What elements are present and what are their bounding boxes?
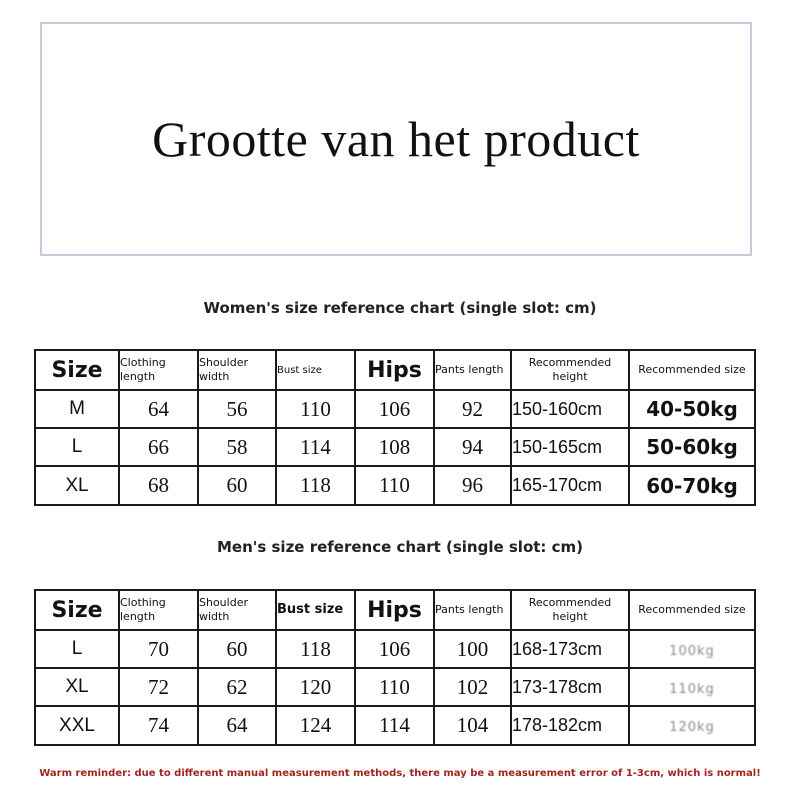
header-hips: Hips <box>355 590 434 630</box>
cell-shoulder-width: 64 <box>198 706 276 745</box>
table-row <box>35 668 755 706</box>
header-recommended-size: Recommended size <box>629 590 755 630</box>
cell-shoulder-width: 58 <box>198 428 276 466</box>
header-shoulder-width: Shoulder width <box>198 590 276 630</box>
cell-hips: 108 <box>355 428 434 466</box>
table-row <box>35 706 755 745</box>
cell-clothing-length: 70 <box>119 630 198 668</box>
header-clothing-length: Clothing length <box>119 590 198 630</box>
cell-bust-size: 118 <box>276 466 355 505</box>
cell-hips: 110 <box>355 466 434 505</box>
cell-recommended-size: 50-60kg <box>629 428 755 466</box>
cell-bust-size: 118 <box>276 630 355 668</box>
measurement-note: Warm reminder: due to different manual measurement methods, there may be a measurement error of 1-3cm, which is normal! <box>39 768 761 779</box>
header-recommended-height: Recommended height <box>511 350 629 390</box>
cell-bust-size: 110 <box>276 390 355 428</box>
cell-pants-length: 92 <box>434 390 511 428</box>
men-chart-caption: Men's size reference chart (single slot: cm) <box>216 538 584 556</box>
header-hips: Hips <box>355 350 434 390</box>
cell-pants-length: 94 <box>434 428 511 466</box>
cell-hips: 110 <box>355 668 434 706</box>
header-recommended-height: Recommended height <box>511 590 629 630</box>
cell-recommended-height: 173-178cm <box>511 668 629 706</box>
header-size: Size <box>35 350 119 390</box>
cell-size: XL <box>35 466 119 505</box>
cell-recommended-height: 150-160cm <box>511 390 629 428</box>
cell-size: XXL <box>35 706 119 745</box>
blurred-weight: 110kg <box>669 681 715 697</box>
cell-shoulder-width: 60 <box>198 466 276 505</box>
page-title: Grootte van het product <box>152 111 640 167</box>
cell-bust-size: 124 <box>276 706 355 745</box>
cell-recommended-height: 168-173cm <box>511 630 629 668</box>
cell-clothing-length: 72 <box>119 668 198 706</box>
header-bust-size: Bust size <box>276 350 355 390</box>
cell-hips: 106 <box>355 390 434 428</box>
cell-recommended-height: 178-182cm <box>511 706 629 745</box>
cell-recommended-height: 150-165cm <box>511 428 629 466</box>
table-row <box>35 630 755 668</box>
cell-pants-length: 96 <box>434 466 511 505</box>
cell-bust-size: 114 <box>276 428 355 466</box>
cell-size: XL <box>35 668 119 706</box>
cell-shoulder-width: 62 <box>198 668 276 706</box>
cell-pants-length: 102 <box>434 668 511 706</box>
header-shoulder-width: Shoulder width <box>198 350 276 390</box>
table-header-row <box>35 350 755 390</box>
cell-shoulder-width: 56 <box>198 390 276 428</box>
header-size: Size <box>35 590 119 630</box>
cell-pants-length: 100 <box>434 630 511 668</box>
cell-recommended-size <box>629 668 755 706</box>
cell-recommended-size <box>629 706 755 745</box>
cell-bust-size: 120 <box>276 668 355 706</box>
table-row <box>35 428 755 466</box>
cell-clothing-length: 66 <box>119 428 198 466</box>
header-clothing-length: Clothing length <box>119 350 198 390</box>
header-recommended-size: Recommended size <box>629 350 755 390</box>
header-bust-size: Bust size <box>276 590 355 630</box>
cell-recommended-size: 40-50kg <box>629 390 755 428</box>
cell-hips: 114 <box>355 706 434 745</box>
cell-clothing-length: 74 <box>119 706 198 745</box>
table-row <box>35 390 755 428</box>
cell-size: L <box>35 428 119 466</box>
cell-recommended-height: 165-170cm <box>511 466 629 505</box>
table-header-row <box>35 590 755 630</box>
cell-pants-length: 104 <box>434 706 511 745</box>
table-row <box>35 466 755 505</box>
header-pants-length: Pants length <box>434 590 511 630</box>
title-banner <box>40 22 752 256</box>
women-size-table <box>34 349 756 506</box>
cell-hips: 106 <box>355 630 434 668</box>
cell-recommended-size: 60-70kg <box>629 466 755 505</box>
cell-size: M <box>35 390 119 428</box>
cell-recommended-size <box>629 630 755 668</box>
cell-clothing-length: 68 <box>119 466 198 505</box>
blurred-weight: 120kg <box>669 720 715 735</box>
cell-size: L <box>35 630 119 668</box>
cell-shoulder-width: 60 <box>198 630 276 668</box>
cell-clothing-length: 64 <box>119 390 198 428</box>
women-chart-caption: Women's size reference chart (single slot: cm) <box>203 299 597 317</box>
men-size-table <box>34 589 756 746</box>
blurred-weight: 100kg <box>669 643 715 659</box>
header-pants-length: Pants length <box>434 350 511 390</box>
